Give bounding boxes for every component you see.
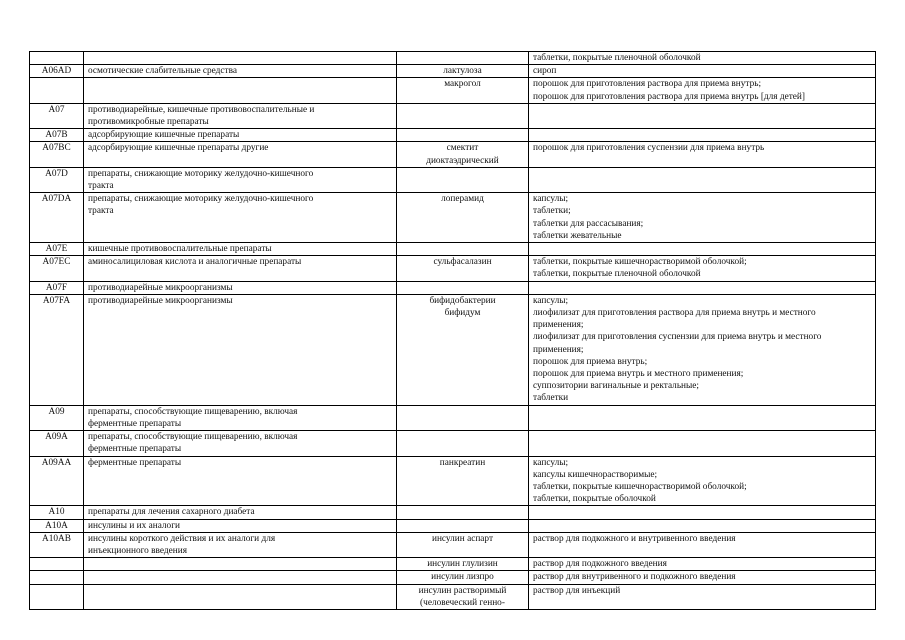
atc-code-cell	[30, 571, 84, 584]
atc-code-cell: A07B	[30, 129, 84, 142]
dosage-forms-cell: раствор для подкожного и внутривенного введения	[529, 532, 876, 557]
group-name-cell	[84, 584, 397, 609]
table-row	[30, 456, 876, 506]
drug-name-cell	[397, 405, 529, 430]
group-name-cell: препараты, способствующие пищеварению, включая ферментные препараты	[84, 431, 397, 456]
group-name-cell: противодиарейные, кишечные противовоспалительные и противомикробные препараты	[84, 103, 397, 128]
table-row	[30, 571, 876, 584]
drug-name-cell	[397, 167, 529, 192]
drug-name-cell	[397, 519, 529, 532]
group-name-cell: инсулины и их аналоги	[84, 519, 397, 532]
atc-code-cell: A10A	[30, 519, 84, 532]
dosage-forms-cell: раствор для инъекций	[529, 584, 876, 609]
atc-code-cell	[30, 52, 84, 65]
atc-code-cell	[30, 78, 84, 103]
atc-code-cell: A07FA	[30, 294, 84, 405]
atc-code-cell: A10	[30, 506, 84, 519]
dosage-forms-cell	[529, 243, 876, 256]
dosage-forms-cell: капсулы; капсулы кишечнорастворимые; таблетки, покрытые кишечнорастворимой оболочкой; таблетки, покрытые оболочкой	[529, 456, 876, 506]
dosage-forms-cell	[529, 103, 876, 128]
table-row	[30, 506, 876, 519]
table-row	[30, 129, 876, 142]
table-row	[30, 52, 876, 65]
drug-name-cell: лоперамид	[397, 193, 529, 243]
drug-name-cell: лактулоза	[397, 65, 529, 78]
atc-code-cell: A07DA	[30, 193, 84, 243]
dosage-forms-cell: порошок для приготовления раствора для приема внутрь; порошок для приготовления раствора для приема внутрь [для детей]	[529, 78, 876, 103]
group-name-cell: препараты, снижающие моторику желудочно-кишечного тракта	[84, 193, 397, 243]
table-row	[30, 167, 876, 192]
dosage-forms-cell	[529, 431, 876, 456]
table-row	[30, 243, 876, 256]
dosage-forms-cell	[529, 281, 876, 294]
table-row	[30, 405, 876, 430]
dosage-forms-cell: раствор для внутривенного и подкожного введения	[529, 571, 876, 584]
drug-name-cell	[397, 506, 529, 519]
drug-name-cell: панкреатин	[397, 456, 529, 506]
dosage-forms-cell: таблетки, покрытые кишечнорастворимой оболочкой; таблетки, покрытые пленочной оболочкой	[529, 256, 876, 281]
atc-code-cell: A09	[30, 405, 84, 430]
atc-code-cell	[30, 558, 84, 571]
dosage-forms-cell: капсулы; таблетки; таблетки для рассасывания; таблетки жевательные	[529, 193, 876, 243]
drug-name-cell: инсулин аспарт	[397, 532, 529, 557]
group-name-cell: инсулины короткого действия и их аналоги для инъекционного введения	[84, 532, 397, 557]
group-name-cell	[84, 558, 397, 571]
table-row	[30, 256, 876, 281]
drug-name-cell: инсулин глулизин	[397, 558, 529, 571]
drug-name-cell: сульфасалазин	[397, 256, 529, 281]
drug-name-cell	[397, 431, 529, 456]
table-row	[30, 193, 876, 243]
group-name-cell: противодиарейные микроорганизмы	[84, 281, 397, 294]
group-name-cell: кишечные противовоспалительные препараты	[84, 243, 397, 256]
table-row	[30, 519, 876, 532]
group-name-cell: адсорбирующие кишечные препараты	[84, 129, 397, 142]
dosage-forms-cell: таблетки, покрытые пленочной оболочкой	[529, 52, 876, 65]
table-row	[30, 65, 876, 78]
drug-name-cell	[397, 103, 529, 128]
dosage-forms-cell	[529, 129, 876, 142]
dosage-forms-cell: порошок для приготовления суспензии для приема внутрь	[529, 142, 876, 167]
group-name-cell: препараты, способствующие пищеварению, включая ферментные препараты	[84, 405, 397, 430]
group-name-cell: противодиарейные микроорганизмы	[84, 294, 397, 405]
table-row	[30, 142, 876, 167]
group-name-cell	[84, 78, 397, 103]
dosage-forms-cell	[529, 167, 876, 192]
group-name-cell: аминосалициловая кислота и аналогичные препараты	[84, 256, 397, 281]
drug-name-cell: инсулин растворимый (человеческий генно-	[397, 584, 529, 609]
group-name-cell: адсорбирующие кишечные препараты другие	[84, 142, 397, 167]
drug-name-cell	[397, 52, 529, 65]
group-name-cell	[84, 52, 397, 65]
group-name-cell: препараты для лечения сахарного диабета	[84, 506, 397, 519]
medication-table	[29, 51, 876, 610]
drug-name-cell	[397, 243, 529, 256]
table-row	[30, 103, 876, 128]
atc-code-cell: A07EC	[30, 256, 84, 281]
drug-name-cell: макрогол	[397, 78, 529, 103]
table-row	[30, 532, 876, 557]
drug-name-cell: бифидобактерии бифидум	[397, 294, 529, 405]
table-row	[30, 281, 876, 294]
table-row	[30, 558, 876, 571]
atc-code-cell: A07E	[30, 243, 84, 256]
atc-code-cell: A07D	[30, 167, 84, 192]
drug-name-cell: смектит диоктаэдрический	[397, 142, 529, 167]
atc-code-cell: A10AB	[30, 532, 84, 557]
dosage-forms-cell	[529, 506, 876, 519]
group-name-cell: ферментные препараты	[84, 456, 397, 506]
table-row	[30, 294, 876, 405]
atc-code-cell	[30, 584, 84, 609]
atc-code-cell: A09A	[30, 431, 84, 456]
atc-code-cell: A07	[30, 103, 84, 128]
table-row	[30, 584, 876, 609]
group-name-cell	[84, 571, 397, 584]
dosage-forms-cell	[529, 519, 876, 532]
group-name-cell: осмотические слабительные средства	[84, 65, 397, 78]
atc-code-cell: A09AA	[30, 456, 84, 506]
dosage-forms-cell: сироп	[529, 65, 876, 78]
atc-code-cell: A06AD	[30, 65, 84, 78]
table-row	[30, 78, 876, 103]
dosage-forms-cell: раствор для подкожного введения	[529, 558, 876, 571]
table-row	[30, 431, 876, 456]
drug-name-cell	[397, 129, 529, 142]
atc-code-cell: A07F	[30, 281, 84, 294]
dosage-forms-cell: капсулы; лиофилизат для приготовления раствора для приема внутрь и местного применения; лиофилизат для приготовления суспензии для приема внутрь и местного применения; порошок для приема внутрь; порошок для приема внутрь и местного применения; суппозитории вагинальные и ректальные; таблетки	[529, 294, 876, 405]
atc-code-cell: A07BC	[30, 142, 84, 167]
drug-name-cell: инсулин лизпро	[397, 571, 529, 584]
group-name-cell: препараты, снижающие моторику желудочно-кишечного тракта	[84, 167, 397, 192]
drug-name-cell	[397, 281, 529, 294]
dosage-forms-cell	[529, 405, 876, 430]
